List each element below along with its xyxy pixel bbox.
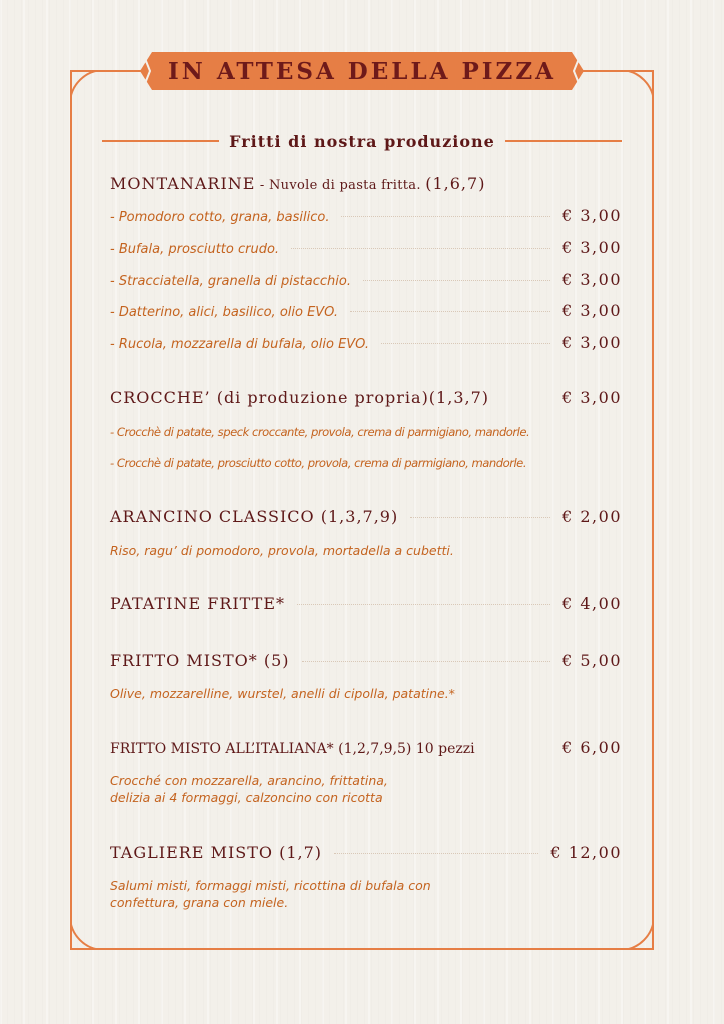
item-description: confettura, grana con miele. xyxy=(110,895,289,910)
item-title: CROCCHE’ (di produzione propria)(1,3,7) xyxy=(110,388,489,407)
dot-leader xyxy=(350,311,550,312)
item-price: € 5,00 xyxy=(562,651,622,670)
variant-price: € 3,00 xyxy=(562,301,622,320)
variant-label: - Bufala, prosciutto crudo. xyxy=(110,242,280,257)
variant-row xyxy=(110,270,622,289)
heading-rule-right xyxy=(505,140,622,142)
item-description: delizia ai 4 formaggi, calzoncino con ricotta xyxy=(110,790,383,805)
item-description: Riso, ragu’ di pomodoro, provola, mortadella a cubetti. xyxy=(110,543,454,558)
item-price: € 4,00 xyxy=(562,594,622,613)
item-price: € 12,00 xyxy=(550,843,622,862)
title-banner xyxy=(138,48,586,94)
menu-item-crocche xyxy=(110,388,622,407)
variant-row xyxy=(110,238,622,257)
item-title: PATATINE FRITTE* xyxy=(110,594,285,613)
item-description: Salumi misti, formaggi misti, ricottina di bufala con xyxy=(110,878,431,893)
dot-leader xyxy=(334,853,538,854)
dot-leader xyxy=(302,661,551,662)
item-description: Olive, mozzarelline, wurstel, anelli di cipolla, patatine.* xyxy=(110,686,455,701)
menu-item-montanarine xyxy=(110,174,622,193)
item-description: - Crocchè di patate, speck croccante, provola, crema di parmigiano, mandorle. xyxy=(110,425,530,439)
item-title: ARANCINO CLASSICO (1,3,7,9) xyxy=(110,507,399,526)
corner-ornament-top-left xyxy=(70,70,104,104)
variant-price: € 3,00 xyxy=(562,206,622,225)
corner-ornament-bottom-right xyxy=(620,916,654,950)
menu-item-fritto-misto xyxy=(110,651,622,670)
variant-label: - Pomodoro cotto, grana, basilico. xyxy=(110,210,330,225)
item-title: MONTANARINE - Nuvole di pasta fritta. (1,6,7) xyxy=(110,174,486,193)
variant-label: - Stracciatella, granella di pistacchio. xyxy=(110,274,351,289)
section-heading-label: Fritti di nostra produzione xyxy=(229,131,495,151)
dot-leader xyxy=(341,216,550,217)
variant-row xyxy=(110,333,622,352)
dot-leader xyxy=(291,248,550,249)
variant-price: € 3,00 xyxy=(562,238,622,257)
item-description: - Crocchè di patate, prosciutto cotto, provola, crema di parmigiano, mandorle. xyxy=(110,456,527,470)
corner-ornament-bottom-left xyxy=(70,916,104,950)
banner-title: IN ATTESA DELLA PIZZA xyxy=(168,57,556,85)
variant-label: - Datterino, alici, basilico, olio EVO. xyxy=(110,305,339,320)
dot-leader xyxy=(297,604,550,605)
variant-price: € 3,00 xyxy=(562,270,622,289)
item-title: FRITTO MISTO* (5) xyxy=(110,651,290,670)
item-description: Crocché con mozzarella, arancino, frittatina, xyxy=(110,773,388,788)
item-price: € 3,00 xyxy=(562,388,622,407)
item-price: € 6,00 xyxy=(562,738,622,757)
menu-item-arancino xyxy=(110,507,622,526)
variant-row xyxy=(110,206,622,225)
menu-item-fritto-italiana xyxy=(110,738,622,757)
variant-row xyxy=(110,301,622,320)
item-title: TAGLIERE MISTO (1,7) xyxy=(110,843,323,862)
variant-price: € 3,00 xyxy=(562,333,622,352)
dot-leader xyxy=(363,280,550,281)
corner-ornament-top-right xyxy=(620,70,654,104)
heading-rule-left xyxy=(102,140,219,142)
dot-leader xyxy=(410,517,550,518)
menu-item-tagliere xyxy=(110,843,622,862)
variant-label: - Rucola, mozzarella di bufala, olio EVO. xyxy=(110,337,370,352)
item-price: € 2,00 xyxy=(562,507,622,526)
item-title: FRITTO MISTO ALL’ITALIANA* (1,2,7,9,5) 10 pezzi xyxy=(110,741,475,757)
section-heading xyxy=(102,128,622,154)
dot-leader xyxy=(381,343,550,344)
menu-item-patatine xyxy=(110,594,622,613)
